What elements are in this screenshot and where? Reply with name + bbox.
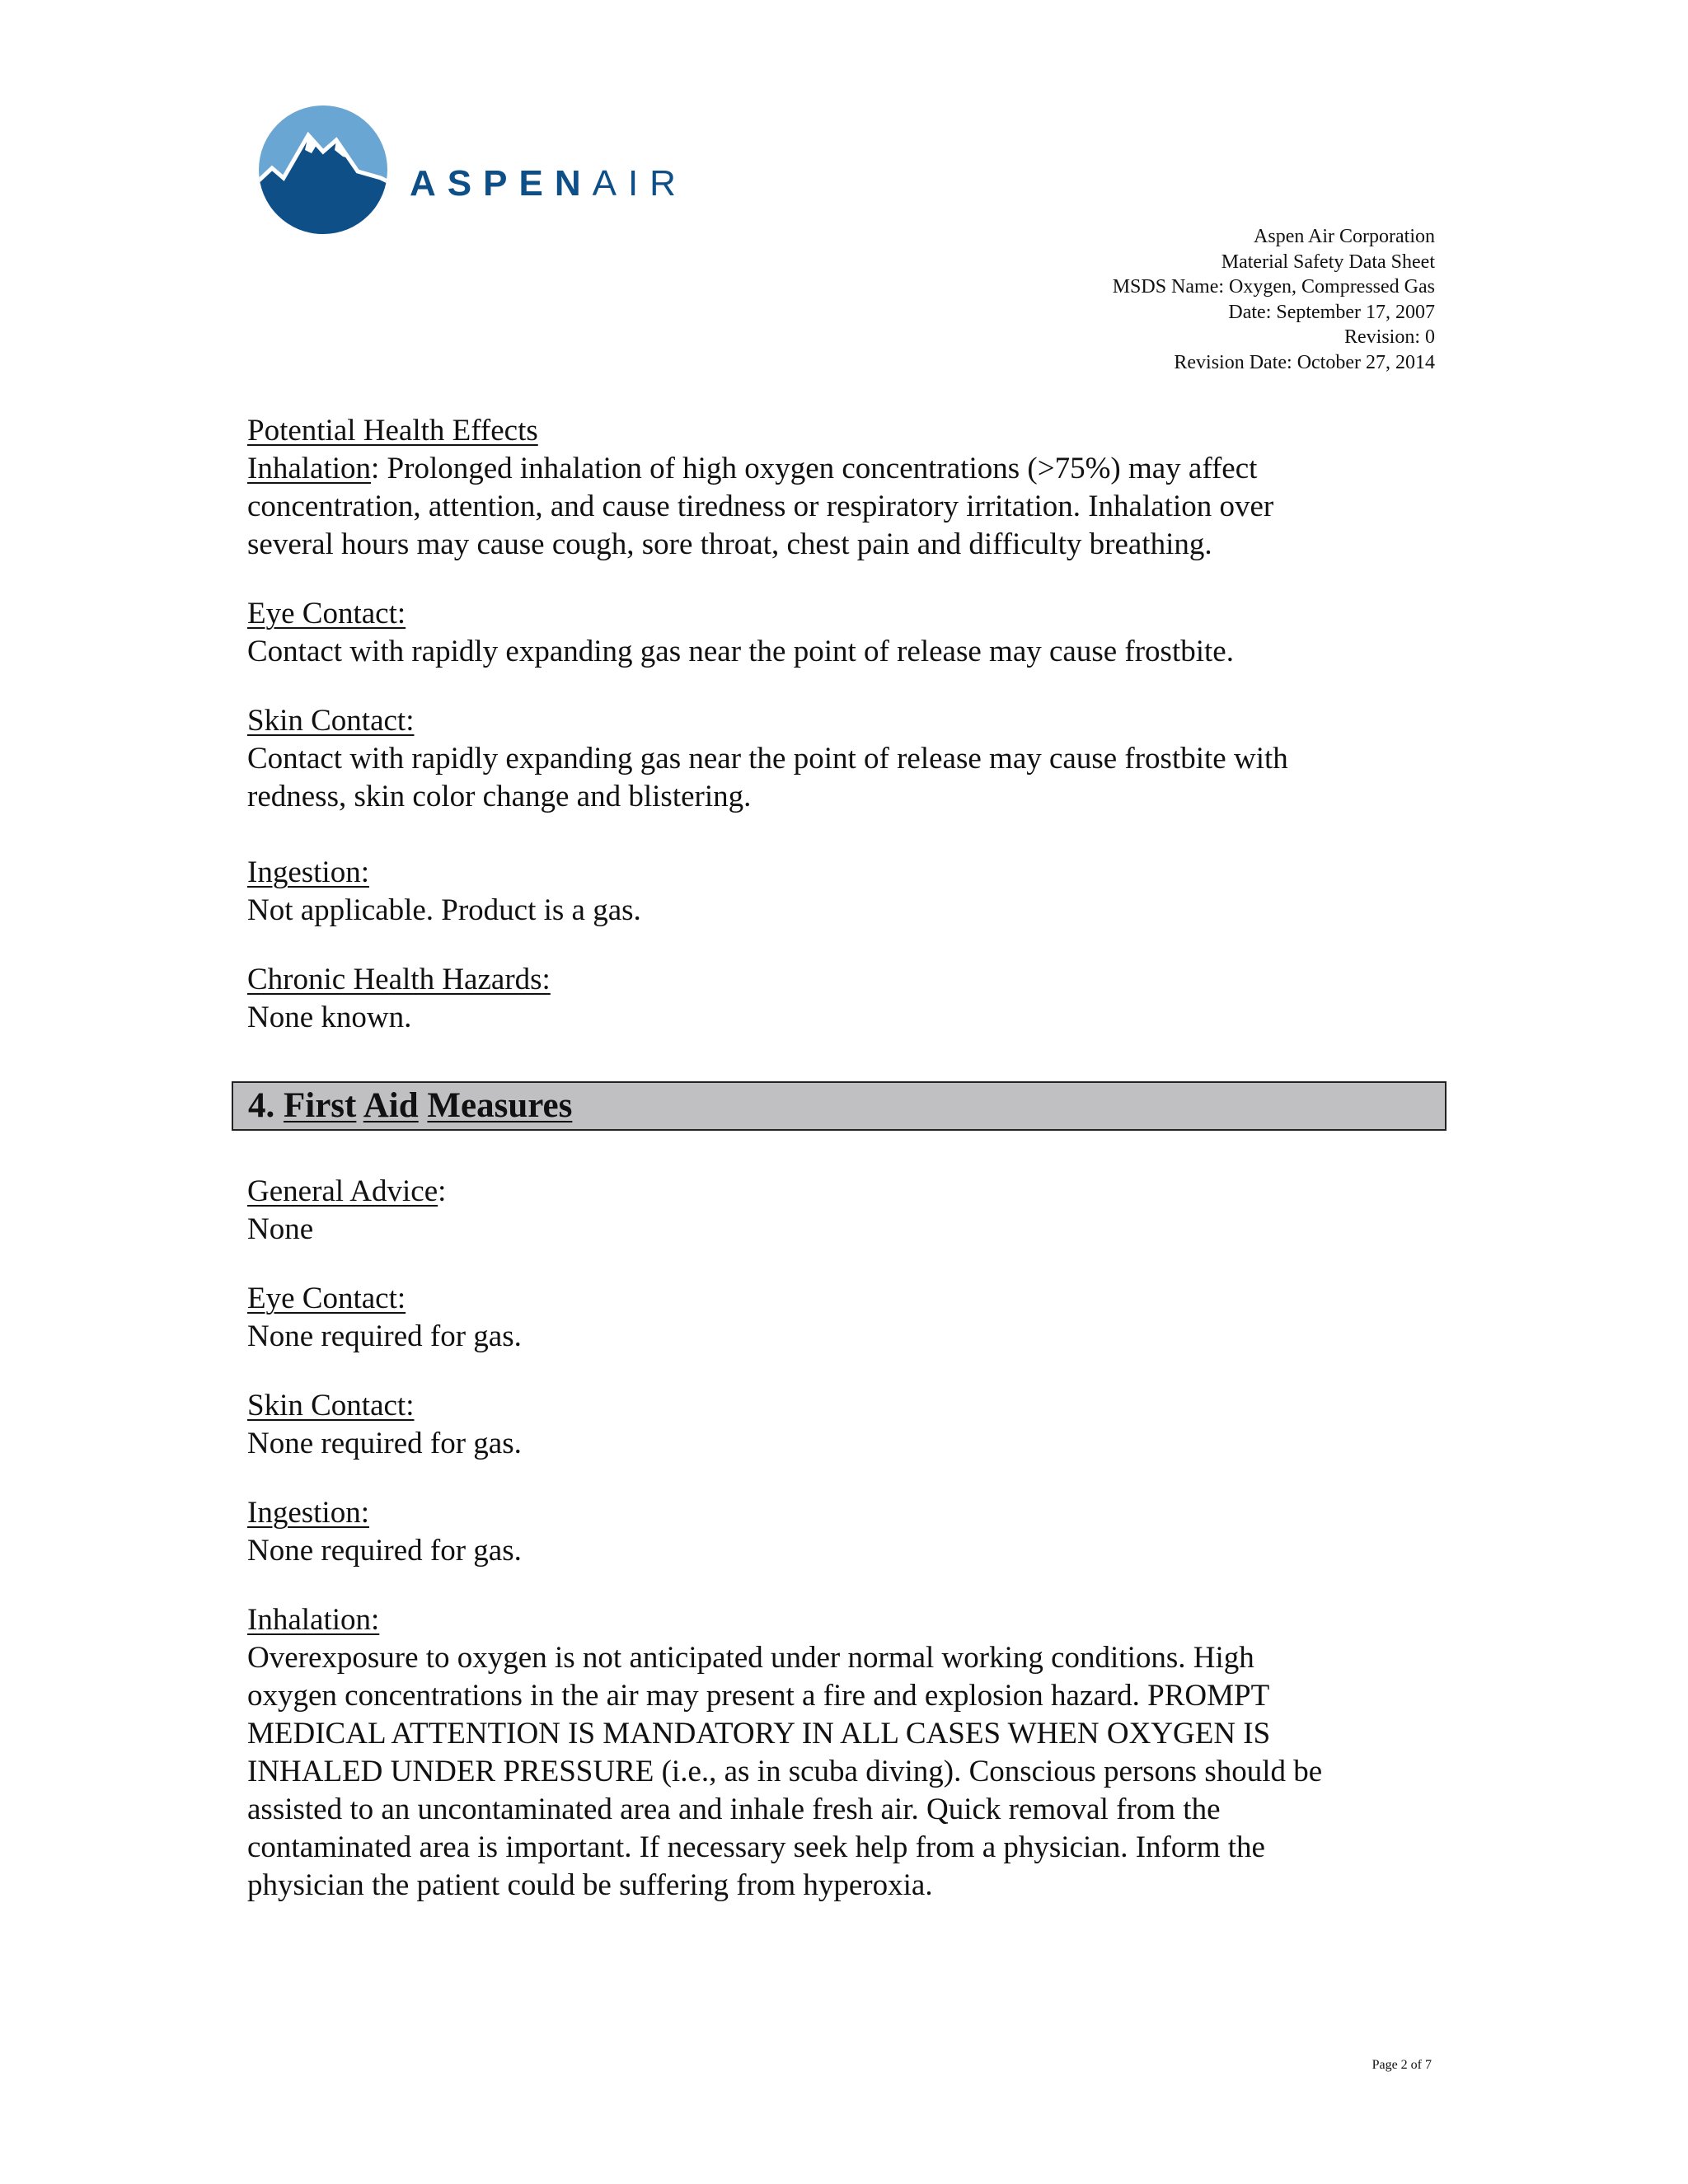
ingestion-label: Ingestion: (247, 855, 369, 889)
chronic-text: None known. (247, 1001, 412, 1034)
skin-contact-text: Contact with rapidly expanding gas near the point of release may cause frostbite with (247, 742, 1288, 776)
inhalation-text-line: Overexposure to oxygen is not anticipated under normal working conditions. High (247, 1641, 1254, 1675)
first-aid-eye (247, 1280, 1451, 1356)
document-header (1113, 224, 1435, 375)
inhalation-text-line: INHALED UNDER PRESSURE (i.e., as in scuba diving). Conscious persons should be (247, 1755, 1323, 1788)
inhalation-text-line: oxygen concentrations in the air may present a fire and explosion hazard. PROMPT (247, 1679, 1270, 1713)
health-effects-chronic (247, 961, 1442, 1037)
company-logo (257, 104, 719, 236)
general-advice-text: None (247, 1212, 314, 1246)
skin-contact-label: Skin Contact: (247, 1389, 415, 1422)
section-title (248, 1087, 572, 1125)
health-effects-ingestion (247, 854, 1442, 930)
page-number: Page 2 of 7 (1372, 2058, 1432, 2072)
health-effects-skin (247, 702, 1442, 816)
first-aid-section (247, 1173, 1451, 1905)
first-aid-ingestion (247, 1494, 1451, 1570)
eye-contact-text: Contact with rapidly expanding gas near the point of release may cause frostbite. (247, 635, 1234, 668)
header-revision: Revision: 0 (1343, 326, 1435, 348)
logo-word-light: AIR (592, 163, 687, 204)
section-word: First (284, 1086, 357, 1125)
health-effects-inhalation (247, 412, 1442, 564)
inhalation-label: Inhalation (247, 452, 372, 485)
general-advice-label: General Advice (247, 1174, 438, 1208)
mountain-logo-icon (257, 104, 389, 236)
inhalation-text-line: MEDICAL ATTENTION IS MANDATORY IN ALL CASES WHEN OXYGEN IS (247, 1717, 1271, 1750)
first-aid-inhalation (247, 1601, 1451, 1905)
header-company: Aspen Air Corporation (1254, 226, 1435, 247)
inhalation-text-line: contaminated area is important. If necessary seek help from a physician. Inform the (247, 1830, 1265, 1864)
health-effects-eye (247, 595, 1442, 671)
inhalation-line: several hours may cause cough, sore throat, chest pain and difficulty breathing. (247, 527, 1212, 561)
eye-contact-label: Eye Contact: (247, 1282, 406, 1315)
inhalation-text-line: assisted to an uncontaminated area and inhale fresh air. Quick removal from the (247, 1793, 1221, 1826)
health-effects-heading: Potential Health Effects (247, 414, 538, 448)
header-msds-name: MSDS Name: Oxygen, Compressed Gas (1112, 276, 1435, 298)
ingestion-text: Not applicable. Product is a gas. (247, 893, 641, 927)
eye-contact-text: None required for gas. (247, 1319, 522, 1353)
health-effects-section (247, 412, 1442, 1037)
section-heading-bar (232, 1081, 1447, 1131)
skin-contact-label: Skin Contact: (247, 704, 415, 738)
logo-wordmark (410, 163, 687, 204)
inhalation-line: concentration, attention, and cause tiredness or respiratory irritation. Inhalation over (247, 490, 1274, 523)
section-word: Aid (363, 1086, 419, 1125)
skin-contact-text: redness, skin color change and blistering. (247, 780, 752, 813)
eye-contact-label: Eye Contact: (247, 597, 406, 630)
header-date: Date: September 17, 2007 (1228, 301, 1435, 323)
header-revision-date: Revision Date: October 27, 2014 (1174, 351, 1435, 373)
first-aid-general (247, 1173, 1451, 1249)
inhalation-text-line: physician the patient could be suffering from hyperoxia. (247, 1868, 933, 1902)
ingestion-label: Ingestion: (247, 1496, 369, 1530)
general-advice-colon: : (438, 1174, 447, 1208)
skin-contact-text: None required for gas. (247, 1427, 522, 1460)
logo-word-bold: ASPEN (410, 163, 593, 204)
first-aid-skin (247, 1387, 1451, 1463)
inhalation-text: : Prolonged inhalation of high oxygen concentrations (>75%) may affect (371, 452, 1258, 485)
ingestion-text: None required for gas. (247, 1534, 522, 1568)
chronic-label: Chronic Health Hazards: (247, 963, 551, 996)
section-word: Measures (427, 1086, 573, 1125)
section-number: 4. (248, 1086, 275, 1125)
header-doc-type: Material Safety Data Sheet (1221, 251, 1435, 273)
inhalation-label: Inhalation: (247, 1603, 380, 1637)
